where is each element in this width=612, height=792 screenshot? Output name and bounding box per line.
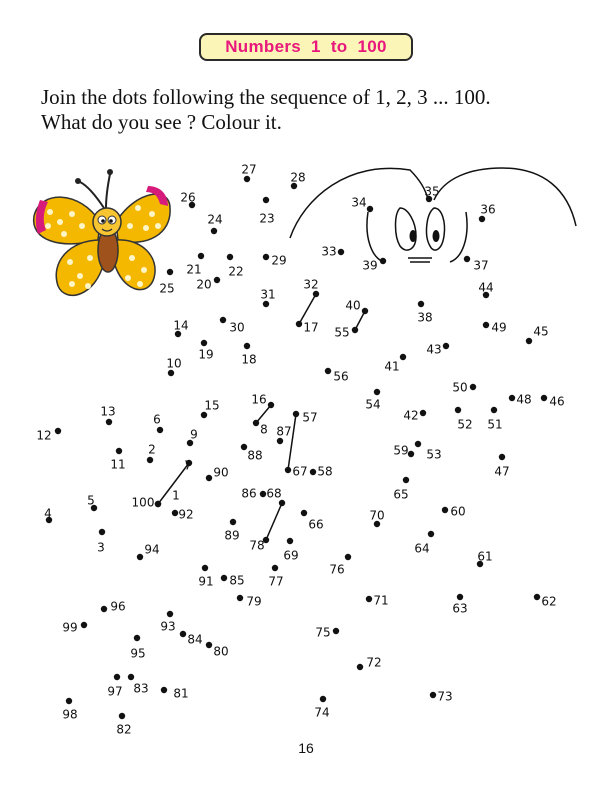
dot-90 [206, 466, 229, 482]
connection-line-57-67 [288, 414, 296, 470]
dot-label: 100 [131, 495, 155, 510]
dot-41 [384, 354, 406, 374]
dot-27 [241, 163, 256, 183]
dot-marker [293, 411, 299, 417]
dot-marker [374, 389, 380, 395]
dot-86 [241, 487, 266, 501]
dot-marker [443, 343, 449, 349]
dot-label: 19 [198, 347, 214, 362]
dot-label: 8 [260, 422, 268, 437]
dot-label: 6 [153, 412, 161, 427]
dot-52 [455, 407, 473, 432]
dot-label: 82 [116, 722, 132, 737]
dot-22 [227, 254, 244, 279]
dot-marker [253, 420, 259, 426]
dot-marker [157, 427, 163, 433]
dot-marker [268, 402, 274, 408]
dot-marker [211, 228, 217, 234]
dot-marker [119, 713, 125, 719]
dot-57 [293, 411, 318, 425]
dot-label: 81 [173, 686, 189, 701]
dot-label: 24 [207, 212, 223, 227]
dot-45 [526, 325, 549, 345]
dot-4 [44, 507, 52, 524]
dot-62 [534, 594, 557, 609]
dot-marker [201, 412, 207, 418]
dot-49 [483, 321, 507, 335]
dot-label: 23 [259, 211, 275, 226]
dot-label: 64 [414, 541, 430, 556]
dot-label: 88 [247, 448, 263, 463]
dot-marker [244, 343, 250, 349]
connection-line-17-32 [299, 294, 316, 324]
dot-marker [428, 531, 434, 537]
dot-95 [130, 635, 145, 661]
dot-label: 57 [302, 410, 318, 425]
dot-marker [333, 628, 339, 634]
dot-marker [352, 327, 358, 333]
dot-74 [314, 696, 329, 720]
dot-marker [263, 254, 269, 260]
dot-58 [310, 465, 333, 479]
dot-label: 5 [87, 493, 95, 508]
dot-13 [100, 405, 115, 426]
dot-label: 59 [393, 443, 409, 458]
dot-label: 16 [251, 392, 267, 407]
dot-84 [180, 631, 203, 647]
dot-label: 15 [204, 398, 220, 413]
dot-label: 25 [159, 281, 175, 296]
dot-label: 65 [393, 487, 409, 502]
dot-marker [362, 308, 368, 314]
dot-label: 35 [424, 184, 440, 199]
dot-24 [207, 213, 222, 235]
dot-label: 77 [268, 574, 284, 589]
dot-label: 92 [178, 507, 194, 522]
dot-label: 67 [292, 464, 308, 479]
dot-label: 18 [241, 352, 257, 367]
dot-77 [268, 565, 283, 589]
dot-label: 53 [426, 447, 442, 462]
dot-marker [206, 475, 212, 481]
dot-marker [180, 631, 186, 637]
dot-label: 58 [317, 464, 333, 479]
dot-marker [114, 674, 120, 680]
dot-55 [334, 326, 358, 340]
dot-label: 34 [351, 195, 367, 210]
dot-label: 48 [516, 392, 532, 407]
dot-marker [491, 407, 497, 413]
dot-47 [494, 454, 509, 479]
dot-marker [155, 501, 161, 507]
dot-label: 1 [172, 488, 180, 503]
dot-label: 51 [487, 417, 503, 432]
dot-marker [320, 696, 326, 702]
dot-marker [313, 291, 319, 297]
dot-16 [251, 393, 274, 409]
dot-marker [287, 538, 293, 544]
dot-34 [351, 196, 373, 213]
dot-6 [153, 413, 163, 434]
dot-label: 22 [228, 264, 244, 279]
dot-label: 47 [494, 464, 510, 479]
dot-label: 49 [491, 320, 507, 335]
dot-87 [276, 425, 291, 445]
dot-label: 76 [329, 562, 345, 577]
dot-marker [400, 354, 406, 360]
butterfly-illustration [34, 169, 170, 295]
dot-marker [380, 258, 386, 264]
dot-label: 52 [457, 417, 473, 432]
dot-38 [417, 301, 432, 325]
page-number: 16 [298, 740, 314, 756]
dot-94 [137, 543, 160, 561]
dot-label: 39 [362, 258, 378, 273]
dot-marker [241, 444, 247, 450]
dot-label: 56 [333, 369, 349, 384]
dot-label: 43 [426, 342, 442, 357]
dot-marker [237, 595, 243, 601]
dot-39 [362, 258, 386, 273]
dot-label: 30 [229, 320, 245, 335]
dot-50 [452, 381, 476, 395]
dot-marker [442, 507, 448, 513]
dot-label: 29 [271, 253, 287, 268]
dot-17 [296, 321, 319, 335]
dot-label: 85 [229, 573, 245, 588]
dot-8 [253, 420, 268, 437]
dot-51 [487, 407, 502, 432]
dot-marker [198, 253, 204, 259]
dot-70 [369, 509, 384, 528]
dot-label: 17 [303, 320, 319, 335]
dot-label: 27 [241, 162, 257, 177]
dot-label: 55 [334, 325, 350, 340]
dot-label: 26 [180, 190, 196, 205]
dot-label: 87 [276, 424, 292, 439]
dot-78 [249, 537, 269, 553]
connection-line-68-78 [266, 503, 282, 540]
dot-marker [457, 594, 463, 600]
instruction-line-2: What do you see ? Colour it. [41, 110, 282, 134]
dot-73 [430, 690, 453, 704]
dot-75 [315, 626, 339, 640]
dot-label: 74 [314, 705, 330, 720]
dot-marker [541, 395, 547, 401]
dot-marker [509, 395, 515, 401]
dot-65 [393, 477, 409, 502]
page-title: Numbers 1 to 100 [225, 37, 387, 56]
dot-marker [128, 674, 134, 680]
dot-label: 11 [110, 457, 126, 472]
dot-30 [220, 317, 245, 335]
dot-26 [180, 191, 195, 209]
dot-11 [110, 448, 125, 472]
dot-label: 78 [249, 538, 265, 553]
dot-label: 13 [100, 404, 116, 419]
dot-88 [241, 444, 263, 463]
dot-marker [202, 565, 208, 571]
dot-61 [477, 550, 493, 568]
dot-label: 3 [97, 540, 105, 555]
dot-label: 41 [384, 359, 400, 374]
dot-label: 75 [315, 625, 331, 640]
dot-92 [172, 508, 194, 522]
dot-marker [479, 216, 485, 222]
dot-label: 95 [130, 646, 146, 661]
dot-label: 44 [478, 280, 494, 295]
dot-marker [418, 301, 424, 307]
dot-marker [101, 606, 107, 612]
dot-99 [62, 621, 87, 635]
dot-marker [272, 565, 278, 571]
dot-label: 61 [477, 549, 493, 564]
dot-89 [224, 519, 239, 543]
dot-35 [424, 185, 439, 203]
dot-label: 21 [186, 262, 202, 277]
dot-54 [365, 389, 380, 412]
dot-64 [414, 531, 434, 556]
dot-marker [483, 322, 489, 328]
dot-marker [220, 317, 226, 323]
dot-marker [106, 419, 112, 425]
dot-marker [470, 384, 476, 390]
dot-marker [66, 698, 72, 704]
dot-marker [403, 477, 409, 483]
connection-line-40-55 [355, 311, 365, 330]
dot-72 [357, 656, 382, 671]
dot-label: 10 [166, 356, 182, 371]
dot-71 [366, 594, 389, 608]
dot-91 [198, 565, 213, 589]
dot-label: 84 [187, 632, 203, 647]
dot-66 [301, 510, 324, 532]
dot-label: 90 [213, 465, 229, 480]
dot-label: 45 [533, 324, 549, 339]
dot-marker [534, 594, 540, 600]
dot-marker [277, 438, 283, 444]
dot-label: 31 [260, 287, 276, 302]
dot-83 [128, 674, 149, 696]
dot-31 [260, 288, 275, 308]
dot-marker [172, 510, 178, 516]
dot-marker [526, 338, 532, 344]
dot-23 [259, 197, 274, 226]
dot-marker [161, 687, 167, 693]
dot-marker [279, 500, 285, 506]
dot-96 [101, 600, 126, 614]
dot-43 [426, 343, 449, 357]
dot-44 [478, 281, 493, 299]
dot-40 [345, 299, 368, 315]
instruction-line-1: Join the dots following the sequence of 1, 2, 3 ... 100. [41, 85, 491, 109]
dot-33 [321, 245, 344, 259]
dot-98 [62, 698, 77, 722]
dot-label: 89 [224, 528, 240, 543]
dot-marker [81, 622, 87, 628]
dot-marker [430, 692, 436, 698]
dot-marker [167, 611, 173, 617]
dot-marker [214, 277, 220, 283]
dot-label: 63 [452, 601, 468, 616]
dot-marker [263, 197, 269, 203]
dot-label: 62 [541, 594, 557, 609]
dot-marker [455, 407, 461, 413]
dot-3 [97, 529, 105, 555]
dot-14 [173, 319, 188, 338]
dot-marker [499, 454, 505, 460]
dot-marker [420, 410, 426, 416]
dot-100 [132, 496, 162, 510]
dot-label: 38 [417, 310, 433, 325]
dot-68 [266, 487, 285, 507]
dot-marker [415, 441, 421, 447]
dot-marker [201, 340, 207, 346]
dot-label: 70 [369, 508, 385, 523]
dot-marker [325, 368, 331, 374]
dot-69 [283, 538, 298, 563]
dot-label: 86 [241, 486, 257, 501]
dot-marker [168, 370, 174, 376]
dot-93 [160, 611, 175, 634]
dot-7 [184, 459, 192, 473]
dot-marker [137, 554, 143, 560]
dot-label: 37 [473, 258, 489, 273]
dot-25 [159, 269, 174, 296]
dot-marker [301, 510, 307, 516]
dot-label: 94 [144, 542, 160, 557]
dot-marker [230, 519, 236, 525]
dot-59 [393, 444, 414, 458]
dot-marker [310, 469, 316, 475]
dot-2 [147, 443, 156, 464]
dot-19 [198, 340, 213, 362]
dot-12 [36, 428, 61, 443]
dot-label: 14 [173, 318, 189, 333]
dot-marker [367, 206, 373, 212]
dot-label: 9 [190, 427, 198, 442]
dot-label: 32 [303, 277, 319, 292]
dot-80 [206, 642, 229, 659]
dot-marker [296, 321, 302, 327]
dot-21 [186, 253, 204, 277]
dot-37 [464, 256, 489, 273]
dot-56 [325, 368, 349, 384]
dot-marker [357, 664, 363, 670]
dot-label: 99 [62, 620, 78, 635]
dot-label: 83 [133, 681, 149, 696]
dot-marker [408, 451, 414, 457]
dot-marker [147, 457, 153, 463]
dot-label: 96 [110, 599, 126, 614]
dot-label: 98 [62, 707, 78, 722]
dot-81 [161, 687, 189, 701]
dot-marker [167, 269, 173, 275]
dot-97 [107, 674, 122, 699]
dot-63 [452, 594, 467, 616]
dot-marker [55, 428, 61, 434]
dot-label: 72 [366, 655, 382, 670]
dot-label: 69 [283, 548, 299, 563]
dot-29 [263, 254, 287, 268]
dot-76 [329, 554, 351, 577]
dot-marker [116, 448, 122, 454]
dot-42 [403, 409, 426, 423]
dot-label: 54 [365, 397, 381, 412]
dot-marker [206, 642, 212, 648]
dot-5 [87, 494, 97, 512]
dot-20 [196, 277, 220, 292]
dot-label: 7 [184, 458, 192, 473]
dot-label: 50 [452, 380, 468, 395]
dot-36 [479, 203, 496, 223]
dot-label: 60 [450, 504, 466, 519]
dot-marker [338, 249, 344, 255]
dot-label: 79 [246, 594, 262, 609]
dot-9 [187, 428, 198, 447]
dot-82 [116, 713, 131, 737]
dot-marker [260, 491, 266, 497]
dot-label: 73 [437, 689, 453, 704]
dot-48 [509, 393, 532, 407]
dot-marker [464, 256, 470, 262]
dot-label: 33 [321, 244, 337, 259]
dot-label: 2 [148, 442, 156, 457]
dot-label: 80 [213, 644, 229, 659]
dot-46 [541, 395, 565, 409]
dot-marker [99, 529, 105, 535]
dot-label: 91 [198, 574, 214, 589]
dot-53 [415, 441, 442, 462]
dot-label: 68 [266, 486, 282, 501]
dot-marker [345, 554, 351, 560]
dot-label: 97 [107, 684, 123, 699]
dot-marker [285, 467, 291, 473]
dot-label: 42 [403, 408, 419, 423]
dot-79 [237, 595, 262, 609]
dot-label: 66 [308, 517, 324, 532]
dot-marker [366, 596, 372, 602]
dot-15 [201, 399, 220, 419]
dot-60 [442, 505, 466, 519]
dot-32 [303, 278, 319, 298]
dot-marker [134, 635, 140, 641]
dot-label: 40 [345, 298, 361, 313]
dot-label: 93 [160, 619, 176, 634]
dot-label: 20 [196, 277, 212, 292]
connection-line-8-16 [256, 405, 271, 423]
dot-marker [221, 575, 227, 581]
dot-18 [241, 343, 256, 367]
dot-marker [263, 301, 269, 307]
dot-label: 46 [549, 394, 565, 409]
dot-label: 28 [290, 170, 306, 185]
dot-28 [290, 171, 305, 190]
dot-label: 4 [44, 506, 52, 521]
dot-label: 36 [480, 202, 496, 217]
dot-10 [166, 357, 181, 377]
dot-label: 12 [36, 428, 52, 443]
dot-85 [221, 574, 245, 588]
dot-marker [227, 254, 233, 260]
dot-label: 71 [373, 593, 389, 608]
dot-marker [244, 176, 250, 182]
